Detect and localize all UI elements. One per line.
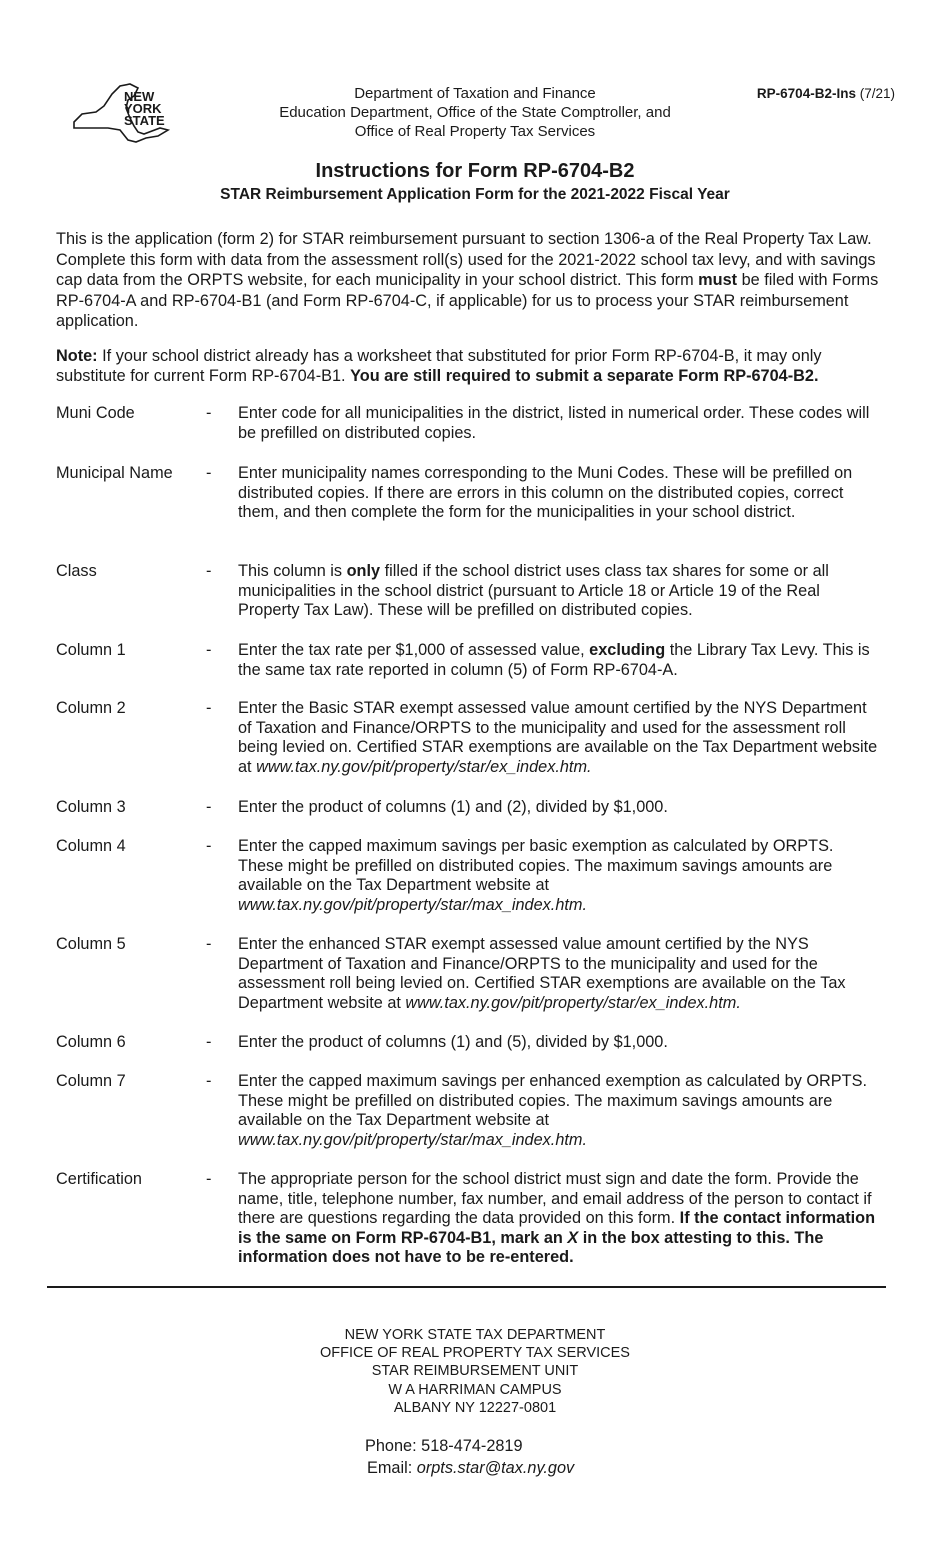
- instruction-term: Certification: [56, 1170, 142, 1188]
- address-line: STAR REIMBURSEMENT UNIT: [371, 1363, 579, 1380]
- intro-paragraph: This is the application (form 2) for STAR reimbursement pursuant to section 1306-a of the Real Property Tax Law. Complete this form with data from the assessment roll(s) used for the 2021-2022 school tax levy, and with savings cap data from the ORPTS website, for each municipality in your school district. This form must be filed with Forms RP-6704-A and RP-6704-B1 (and Form RP-6704-C, if applicable) for us to process your STAR reimbursement application.: [56, 230, 879, 330]
- agency-line: Education Department, Office of the State Comptroller, and: [279, 104, 671, 121]
- website-url: www.tax.ny.gov/pit/property/star/max_index.htm.: [238, 895, 587, 914]
- contact-info: [365, 1435, 574, 1479]
- separator-dash: -: [206, 1033, 212, 1051]
- agency-line: Office of Real Property Tax Services: [354, 123, 596, 140]
- page-subtitle: STAR Reimbursement Application Form for the 2021-2022 Fiscal Year: [220, 186, 730, 203]
- separator-dash: -: [206, 1072, 212, 1090]
- address-line: ALBANY NY 12227-0801: [393, 1399, 557, 1416]
- website-url: www.tax.ny.gov/pit/property/star/ex_index.htm.: [405, 993, 741, 1012]
- separator-dash: -: [206, 562, 212, 580]
- form-code: RP-6704-B2-Ins: [756, 86, 856, 101]
- email-address[interactable]: orpts.star@tax.ny.gov: [416, 1459, 575, 1477]
- instruction-description: Enter the capped maximum savings per enhanced exemption as calculated by ORPTS. These might be prefilled on distributed copies. The maximum savings amounts are available on the Tax Department website at www.tax.ny.gov/pit/property/star/max_index.htm.: [238, 1072, 867, 1149]
- address-line: OFFICE OF REAL PROPERTY TAX SERVICES: [320, 1345, 630, 1362]
- instruction-description: Enter the product of columns (1) and (2), divided by $1,000.: [238, 798, 668, 816]
- separator-dash: -: [206, 464, 212, 482]
- instruction-term: Column 5: [56, 935, 126, 953]
- instruction-description: Enter the product of columns (1) and (5), divided by $1,000.: [238, 1033, 668, 1051]
- instruction-term: Column 2: [56, 699, 126, 717]
- note-label: Note:: [56, 347, 98, 365]
- phone-line: Phone: 518-474-2819: [365, 1437, 523, 1455]
- instruction-term: Muni Code: [56, 404, 135, 422]
- mailing-address: [0, 1326, 950, 1417]
- separator-dash: -: [206, 798, 212, 816]
- instruction-term: Column 4: [56, 837, 126, 855]
- form-revision-date: (7/21): [855, 86, 895, 101]
- logo-word-york: YORK: [124, 101, 162, 116]
- form-identifier: [757, 86, 895, 101]
- instruction-term: Column 1: [56, 641, 126, 659]
- instruction-description: Enter the tax rate per $1,000 of assessed value, excluding the Library Tax Levy. This is the same tax rate reported in column (5) of Form RP-6704-A.: [238, 641, 870, 679]
- note-paragraph: Note: If your school district already has a worksheet that substituted for prior Form RP-6704-B, it may only substitute for current Form RP-6704-B1. You are still required to submit a separate Form RP-6704-B2.: [56, 347, 822, 385]
- agency-header: [230, 84, 720, 141]
- instruction-term: Column 7: [56, 1072, 126, 1090]
- logo-word-new: NEW: [124, 89, 155, 104]
- separator-dash: -: [206, 641, 212, 659]
- instruction-description: Enter code for all municipalities in the district, listed in numerical order. These codes will be prefilled on distributed copies.: [238, 404, 870, 442]
- website-url: www.tax.ny.gov/pit/property/star/max_index.htm.: [238, 1130, 587, 1149]
- instruction-description: Enter the capped maximum savings per basic exemption as calculated by ORPTS. These might be prefilled on distributed copies. The maximum savings amounts are available on the Tax Department website at www.tax.ny.gov/pit/property/star/max_index.htm.: [238, 837, 834, 914]
- instruction-term: Class: [56, 562, 97, 580]
- logo-word-state: STATE: [124, 113, 165, 128]
- instruction-description: Enter municipality names corresponding to the Muni Codes. These will be prefilled on distributed copies. If there are errors in this column on the distributed copies, correct them, and then complete the form for the municipalities in your school district.: [238, 464, 853, 522]
- separator-dash: -: [206, 837, 212, 855]
- separator-dash: -: [206, 699, 212, 717]
- divider-rule: [47, 1286, 886, 1288]
- separator-dash: -: [206, 935, 212, 953]
- instruction-description: This column is only filled if the school district uses class tax shares for some or all municipalities in the school district (pursuant to Article 18 or Article 19 of the Real Property Tax Law). These will be prefilled on distributed copies.: [238, 562, 829, 620]
- instruction-term: Column 6: [56, 1033, 126, 1051]
- address-line: W A HARRIMAN CAMPUS: [388, 1381, 562, 1398]
- instruction-description: The appropriate person for the school district must sign and date the form. Provide the name, title, telephone number, fax number, and email address of the person to contact if there are questions regarding the data provided on this form. If the contact information is the same on Form RP-6704-B1, mark an X in the box attesting to this. The information does not have to be re-entered.: [238, 1170, 876, 1267]
- address-line: NEW YORK STATE TAX DEPARTMENT: [344, 1327, 606, 1343]
- page-title: Instructions for Form RP-6704-B2: [315, 160, 635, 182]
- instruction-term: Municipal Name: [56, 464, 173, 482]
- email-line: Email: orpts.star@tax.ny.gov: [367, 1459, 575, 1477]
- agency-line: Department of Taxation and Finance: [354, 85, 596, 102]
- instruction-description: Enter the Basic STAR exempt assessed value amount certified by the NYS Department of Taxation and Finance/ORPTS to the municipality and used for the assessment roll being levied on. Certified STAR exemptions are available on the Tax Department website at www.tax.ny.gov/pit/property/star/ex_index.htm.: [238, 699, 878, 776]
- separator-dash: -: [206, 404, 212, 422]
- website-url: www.tax.ny.gov/pit/property/star/ex_index.htm.: [256, 757, 592, 776]
- instruction-description: Enter the enhanced STAR exempt assessed value amount certified by the NYS Department of Taxation and Finance/ORPTS to the municipality and used for the assessment roll being levied on. Certified STAR exemptions are available on the Tax Department website at www.tax.ny.gov/pit/property/star/ex_index.htm.: [238, 935, 846, 1012]
- separator-dash: -: [206, 1170, 212, 1188]
- phone-number: 518-474-2819: [421, 1437, 523, 1455]
- instruction-term: Column 3: [56, 798, 126, 816]
- new-york-state-logo: [68, 82, 178, 146]
